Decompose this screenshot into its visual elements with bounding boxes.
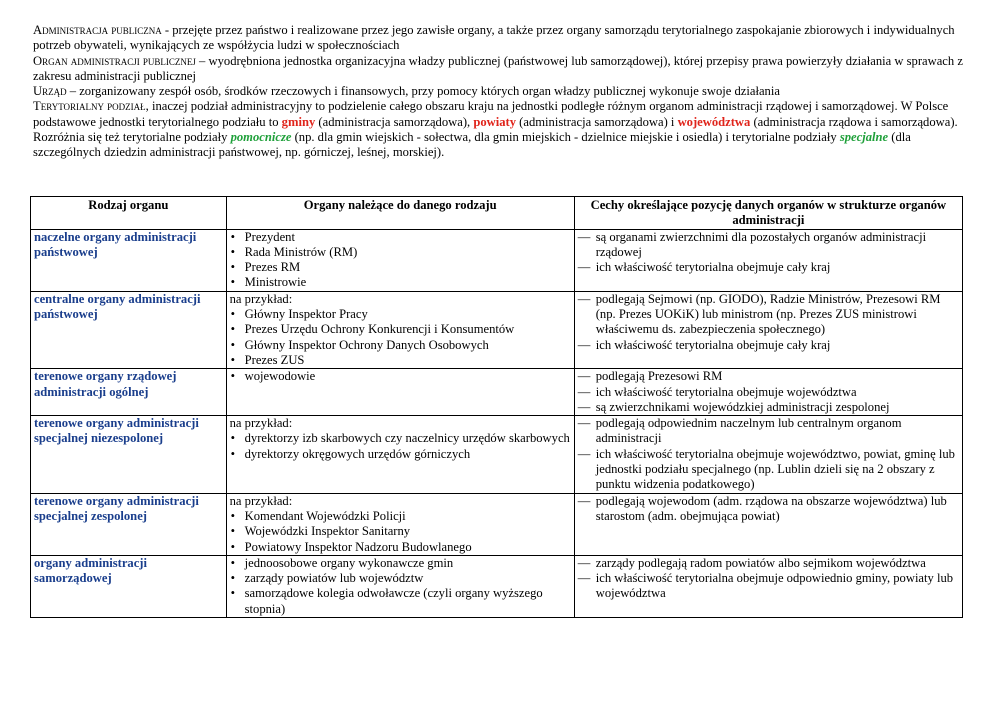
list-item [578, 260, 959, 275]
organ-name: Ministrowie [244, 275, 307, 290]
bullet-icon: • [230, 260, 236, 275]
organs-table [30, 196, 963, 618]
list-item [578, 571, 959, 602]
bullet-icon: • [230, 571, 236, 586]
bullet-icon: • [230, 307, 236, 322]
definition-text: , inaczej podział administracyjny to podzielenie całego obszaru kraju na jednostki podległe różnym organom administracji rządowej i samorządowej. W Polsce podstawowe jednostki terytorialnego podziału to [33, 99, 949, 129]
feature-list [574, 229, 962, 291]
dash-icon: — [577, 571, 591, 586]
list-item [230, 509, 571, 524]
organ-list [226, 369, 574, 416]
bullet-icon: • [230, 539, 236, 554]
dash-icon: — [577, 416, 591, 431]
bullet-icon: • [230, 524, 236, 539]
highlight-wojewodztwa: województwa [677, 114, 751, 129]
dash-icon: — [577, 399, 591, 414]
organ-name: Prezydent [244, 229, 295, 244]
list-item [230, 369, 571, 384]
list-item [578, 385, 959, 400]
term: Administracja publiczna [33, 23, 162, 37]
definition-text: – zorganizowany zespół osób, środków rzeczowych i finansowych, przy pomocy których organ władzy publicznej wykonuje swoje działania [66, 84, 780, 99]
term: Urząd [33, 84, 67, 99]
bullet-icon: • [230, 369, 236, 384]
intro-definitions [33, 23, 963, 161]
list-item [230, 524, 571, 539]
definition-urzad [33, 84, 963, 99]
definition-podzial [33, 99, 963, 160]
list-item [230, 307, 571, 322]
definition-text: – wyodrębniona jednostka organizacyjna władzy publicznej (państwowej lub samorządowej), której przepisy prawa powierzyły działania w sprawach z zakresu administracji publicznej [33, 53, 963, 83]
table-row [31, 369, 963, 416]
feature-text: ich właściwość terytorialna obejmuje województwo, powiat, gminę lub jednostki podziału specjalnego (np. Lublin dzieli się na 2 obszary z punktu widzenia podatkowego) [595, 446, 955, 492]
table-row [31, 229, 963, 291]
list-item [230, 275, 571, 290]
list-item [578, 338, 959, 353]
bullet-icon: • [230, 322, 236, 337]
list-item [230, 230, 571, 245]
organ-kind: terenowe organy administracji specjalnej zespolonej [31, 493, 227, 555]
organ-name: jednoosobowe organy wykonawcze gmin [244, 555, 454, 570]
bullet-icon: • [230, 555, 236, 570]
organ-list [226, 229, 574, 291]
bullet-icon: • [230, 244, 236, 259]
definition-text: (administracja samorządowa), [315, 114, 474, 129]
organ-name: Prezes Urzędu Ochrony Konkurencji i Konsumentów [244, 322, 515, 337]
feature-list [574, 369, 962, 416]
organ-kind: organy administracji samorządowej [31, 555, 227, 617]
list-item [578, 230, 959, 261]
list-item [578, 292, 959, 338]
feature-list [574, 416, 962, 493]
list-item [230, 338, 571, 353]
dash-icon: — [577, 337, 591, 352]
organ-name: Rada Ministrów (RM) [244, 244, 358, 259]
term: Organ administracji publicznej [33, 53, 196, 68]
feature-list [574, 493, 962, 555]
organ-name: Prezes ZUS [244, 352, 305, 367]
organ-name: wojewodowie [244, 369, 316, 384]
feature-text: ich właściwość terytorialna obejmuje cały kraj [595, 260, 831, 275]
organ-kind: terenowe organy rządowej administracji ogólnej [31, 369, 227, 416]
definition-text: (dla szczególnych dziedzin administracji państwowej, np. górniczej, leśnej, morskiej). [33, 130, 911, 160]
organ-kind: centralne organy administracji państwowej [31, 291, 227, 368]
list-item [230, 586, 571, 617]
dash-icon: — [577, 260, 591, 275]
organ-kind: terenowe organy administracji specjalnej niezespolonej [31, 416, 227, 493]
header-organs: Organy należące do danego rodzaju [226, 197, 574, 230]
list-item [578, 369, 959, 384]
feature-text: podlegają Sejmowi (np. GIODO), Radzie Ministrów, Prezesowi RM (np. Prezes UOKiK) lub ministrom (np. Prezes ZUS ministrowi właściwemu ds. zabezpieczenia społecznego) [595, 291, 941, 337]
list-item [230, 245, 571, 260]
list-item [230, 353, 571, 368]
feature-text: są zwierzchnikami wojewódzkiej administracji zespolonej [595, 399, 890, 414]
organ-name: Powiatowy Inspektor Nadzoru Budowlanego [244, 539, 472, 554]
dash-icon: — [577, 555, 591, 570]
example-prefix: na przykład: [229, 493, 293, 508]
organ-name: Główny Inspektor Ochrony Danych Osobowych [244, 337, 489, 352]
list-item [230, 260, 571, 275]
organ-name: samorządowe kolegia odwoławcze (czyli organy wyższego stopnia) [244, 586, 543, 616]
bullet-icon: • [230, 352, 236, 367]
definition-text: (administracja rządowa i samorządowa). Rozróżnia się też terytorialne podziały [33, 114, 958, 145]
dash-icon: — [577, 446, 591, 461]
highlight-pomocnicze: pomocnicze [230, 130, 292, 145]
feature-text: podlegają wojewodom (adm. rządowa na obszarze województwa) lub starostom (adm. obejmująca powiat) [595, 493, 947, 523]
feature-text: podlegają Prezesowi RM [595, 369, 723, 384]
feature-list [574, 291, 962, 368]
bullet-icon: • [230, 586, 236, 601]
organ-name: Prezes RM [244, 260, 301, 275]
list-item [578, 447, 959, 493]
organ-list [226, 291, 574, 368]
header-features: Cechy określające pozycję danych organów w strukturze organów administracji [574, 197, 962, 230]
list-item [578, 400, 959, 415]
table-row [31, 291, 963, 368]
bullet-icon: • [230, 337, 236, 352]
organ-list [226, 555, 574, 617]
header-kind: Rodzaj organu [31, 197, 227, 230]
feature-text: ich właściwość terytorialna obejmuje cały kraj [595, 337, 831, 352]
table-header-row [31, 197, 963, 230]
definition-text: (administracja samorządowa) i [516, 114, 678, 129]
organ-name: dyrektorzy izb skarbowych czy naczelnicy urzędów skarbowych [244, 431, 570, 446]
bullet-icon: • [230, 275, 236, 290]
definition-organ [33, 54, 963, 85]
organ-list [226, 416, 574, 493]
bullet-icon: • [230, 431, 236, 446]
organ-name: zarządy powiatów lub województw [244, 571, 424, 586]
table-row [31, 493, 963, 555]
term: Terytorialny podział [33, 99, 146, 114]
table-row [31, 416, 963, 493]
organ-name: Główny Inspektor Pracy [244, 307, 368, 322]
list-item [230, 431, 571, 446]
feature-list [574, 555, 962, 617]
organ-kind: naczelne organy administracji państwowej [31, 229, 227, 291]
highlight-powiaty: powiaty [473, 114, 517, 129]
definition-text: (np. dla gmin wiejskich - sołectwa, dla gmin miejskich - dzielnice miejskie i osiedla) i terytorialne podziały [291, 130, 840, 145]
list-item [230, 447, 571, 462]
table-row [31, 555, 963, 617]
dash-icon: — [577, 291, 591, 306]
list-item [578, 494, 959, 525]
feature-text: podlegają odpowiednim naczelnym lub centralnym organom administracji [595, 416, 902, 446]
bullet-icon: • [230, 229, 236, 244]
feature-text: ich właściwość terytorialna obejmuje województwa [595, 384, 857, 399]
list-item [230, 556, 571, 571]
definition-text: - przejęte przez państwo i realizowane przez jego zawisłe organy, a także przez organy samorządu terytorialnego zaspokajanie zbiorowych i indywidualnych potrzeb obywateli, wynikających ze współżycia ludzi w społecznościach [33, 23, 955, 53]
organ-name: dyrektorzy okręgowych urzędów górniczych [244, 446, 471, 461]
organ-list [226, 493, 574, 555]
highlight-gminy: gminy [281, 114, 316, 129]
bullet-icon: • [230, 446, 236, 461]
definition-administracja [33, 23, 963, 54]
feature-text: zarządy podlegają radom powiatów albo sejmikom województwa [595, 555, 926, 570]
list-item [578, 556, 959, 571]
dash-icon: — [577, 384, 591, 399]
feature-text: są organami zwierzchnimi dla pozostałych organów administracji rządowej [595, 229, 927, 259]
feature-text: ich właściwość terytorialna obejmuje odpowiednio gminy, powiaty lub województwa [595, 571, 954, 601]
bullet-icon: • [230, 508, 236, 523]
example-prefix: na przykład: [229, 291, 293, 306]
list-item [230, 571, 571, 586]
organ-name: Komendant Wojewódzki Policji [244, 508, 406, 523]
list-item [230, 540, 571, 555]
example-prefix: na przykład: [229, 416, 293, 431]
list-item [578, 416, 959, 447]
dash-icon: — [577, 369, 591, 384]
highlight-specjalne: specjalne [839, 130, 889, 145]
dash-icon: — [577, 229, 591, 244]
organ-name: Wojewódzki Inspektor Sanitarny [244, 524, 411, 539]
list-item [230, 322, 571, 337]
dash-icon: — [577, 493, 591, 508]
